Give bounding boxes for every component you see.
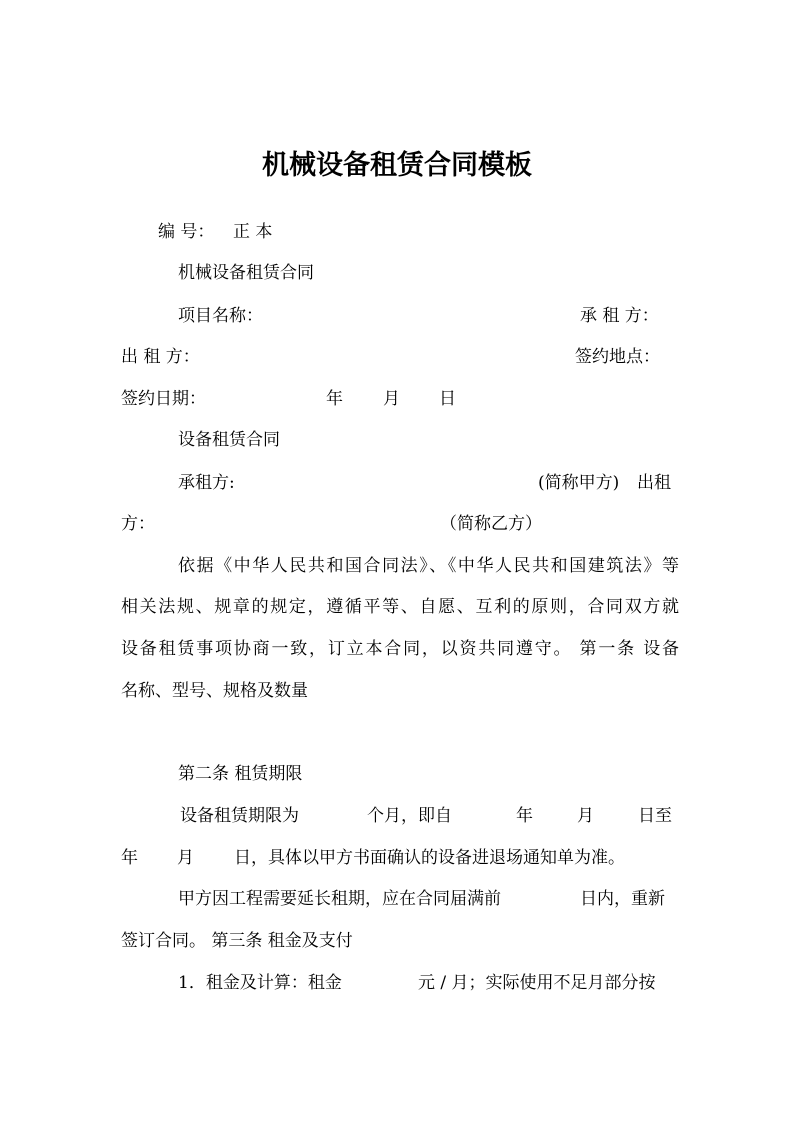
extension-text: 甲方因工程需要延长租期，应在合同届满前 [178, 889, 501, 909]
sign-date-month: 月 [383, 389, 400, 409]
term-start-day: 日至 [638, 806, 672, 826]
lessee-label: 承 租 方： [580, 306, 659, 326]
party-b-abbr: （简称乙方） [440, 514, 542, 534]
term-end-day-text: 日，具体以甲方书面确认的设备进退场通知单为准。 [234, 848, 625, 868]
serial-label: 编 号： [158, 222, 215, 242]
sign-place-label: 签约地点： [575, 347, 660, 367]
sign-date-day: 日 [439, 389, 456, 409]
sign-date-label: 签约日期： [121, 389, 206, 409]
party-b-label-end: 方： [121, 514, 155, 534]
lessor-label: 出 租 方： [121, 347, 200, 367]
article-3-heading-line: 签订合同。 第三条 租金及支付 [121, 931, 353, 951]
article-2-heading: 第二条 租赁期限 [178, 764, 303, 784]
party-b-label-start: 出租 [637, 473, 671, 493]
term-months-text: 个月，即自 [367, 806, 452, 826]
preamble-line-1: 依据《中华人民共和国合同法》、《中华人民共和国建筑法》等 [178, 556, 679, 576]
contract-name: 机械设备租赁合同 [178, 263, 314, 283]
rent-calc-label: 1．租金及计算：租金 [178, 973, 342, 993]
serial-value: 正 本 [233, 222, 273, 242]
sub-title: 设备租赁合同 [178, 430, 280, 450]
party-a-label: 承租方: [178, 473, 235, 493]
sign-date-year: 年 [326, 389, 343, 409]
project-name-label: 项目名称： [178, 306, 263, 326]
rent-calc-unit-text: 元 / 月；实际使用不足月部分按 [418, 973, 656, 993]
party-a-abbr: (简称甲方) [538, 473, 620, 493]
term-end-year: 年 [121, 848, 138, 868]
preamble-line-3: 设备租赁事项协商一致，订立本合同，以资共同遵守。 第一条 设备 [121, 639, 679, 659]
preamble-line-2: 相关法规、规章的规定，遵循平等、自愿、互利的原则，合同双方就 [121, 597, 679, 617]
preamble-line-4: 名称、型号、规格及数量 [121, 681, 308, 701]
document-title: 机械设备租赁合同模板 [262, 150, 532, 181]
extension-days-text: 日内，重新 [580, 889, 665, 909]
term-start-month: 月 [577, 806, 594, 826]
term-duration-label: 设备租赁期限为 [180, 806, 299, 826]
term-end-month: 月 [177, 848, 194, 868]
term-start-year: 年 [516, 806, 533, 826]
